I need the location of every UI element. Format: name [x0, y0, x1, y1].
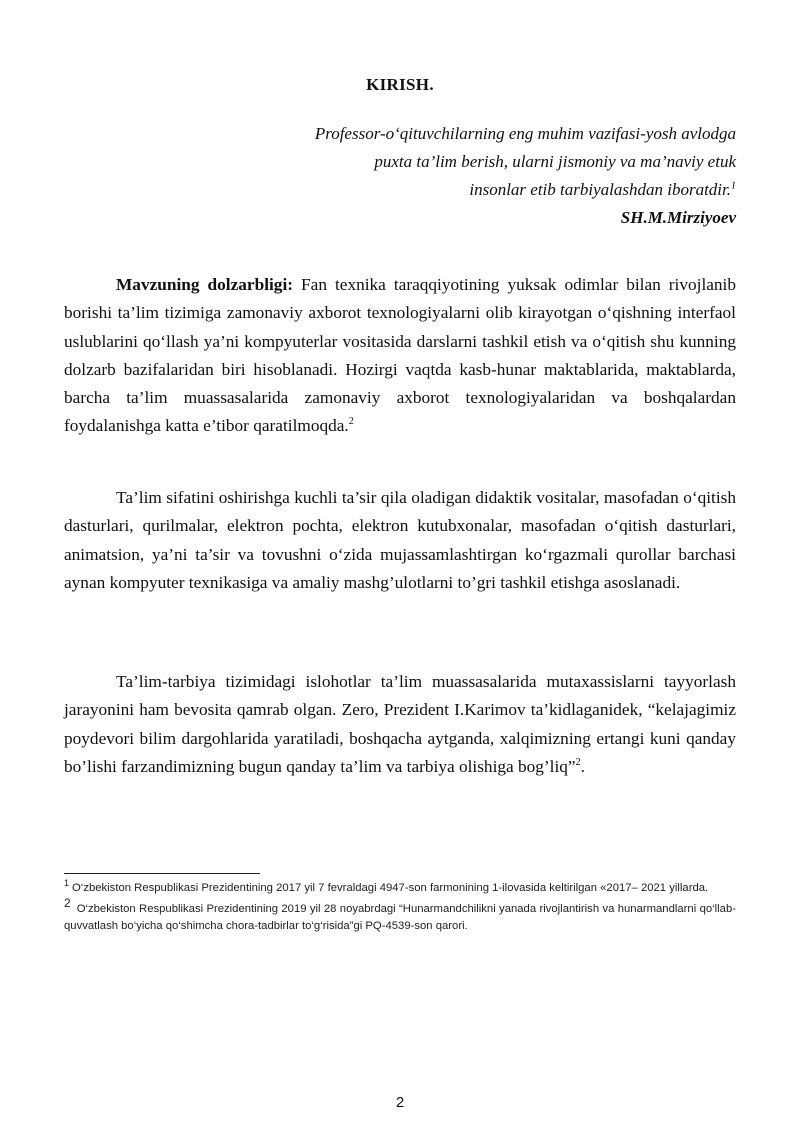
page-number: 2 — [395, 1094, 405, 1111]
paragraph-reforms — [64, 668, 736, 781]
paragraph-text: Ta’lim-tarbiya tizimidagi islohotlar ta’lim muassasalarida mutaxassislarni tayyorlash jarayonini ham bevosita qamrab olgan. Zero, Prezident I.Karimov ta’kidlaganidek, “kelajagimiz poydevori bilim dargohlarida yaratiladi, boshqacha aytganda, xalqimizning ertangi kuni qanday bo’lishi farzandimizning bugun qanday ta’lim va tarbiya olishiga bog’liq” — [64, 672, 736, 776]
footnote-text: O‘zbekiston Respublikasi Prezidentining 2019 yil 28 noyabrdagi “Hunarmandchilikni yanada rivojlantirish va hunarmandlarni qo‘llab-quvvatlash bo‘yicha qo‘shimcha chora-tadbirlar to‘g‘risida”gi PQ-4539-son qarori. — [64, 903, 736, 932]
footnote-ref[interactable]: 1 — [731, 180, 736, 192]
paragraph-didactic — [64, 484, 736, 597]
footnote-ref[interactable]: 2 — [348, 416, 354, 428]
paragraph-lead: Mavzuning dolzarbligi: — [116, 275, 294, 294]
footnote-text: O‘zbekiston Respublikasi Prezidentining 2017 yil 7 fevraldagi 4947-son farmonining 1-ilovasida keltirilgan «2017– 2021 yillarda. — [72, 882, 709, 894]
footnote-item — [64, 896, 736, 935]
footnote-number: 2 — [64, 896, 71, 911]
epigraph-author: SH.M.Mirziyoev — [620, 208, 736, 227]
epigraph-line — [176, 176, 736, 204]
epigraph-line: Professor-o‘qituvchilarning eng muhim vazifasi-yosh avlodga — [314, 124, 736, 143]
footnote-divider — [64, 873, 260, 874]
paragraph-end: . — [580, 756, 585, 776]
paragraph-text: Fan texnika taraqqiyotining yuksak odimlar bilan rivojlanib borishi ta’lim tizimiga zamonaviy axborot texnologiyalarni olib kirayotgan o‘qishning interfaol uslublarini qo‘llash ya’ni kompyuterlar vositasida darslarni tashkil etish va o‘qitish shu kunning dolzarb bazifalaridan biri hisoblanadi. Hozirgi vaqtda kasb-hunar maktablarida, maktablarda, barcha ta’lim muassasalarida zamonaviy axborot texnologiyalaridan va boshqalardan foydalanishga katta e’tibor qaratilmoqda. — [64, 275, 736, 436]
footnote-ref[interactable]: 2 — [575, 757, 581, 769]
epigraph-line: puxta ta’lim berish, ularni jismoniy va ma’naviy etuk — [374, 152, 736, 171]
page-title: KIRISH. — [366, 75, 434, 94]
footnote-number: 1 — [64, 878, 70, 889]
footnote-item — [64, 880, 736, 897]
epigraph-line-text: insonlar etib tarbiyalashdan iboratdir. — [469, 180, 731, 199]
footnotes — [64, 880, 736, 939]
paragraph-relevance — [64, 271, 736, 441]
epigraph — [176, 120, 736, 232]
paragraph-text: Ta’lim sifatini oshirishga kuchli ta’sir qila oladigan didaktik vositalar, masofadan o‘qitish dasturlari, qurilmalar, elektron pochta, elektron kutubxonalar, masofadan o‘qitish dasturlari, animatsion, ya’ni ta’sir va tovushni o‘zida mujassamlashtirgan ko‘rgazmali qurollar barchasi aynan kompyuter texnikasiga va amaliy mashg’ulotlarni to’gri tashkil etishga asoslanadi. — [64, 488, 736, 592]
